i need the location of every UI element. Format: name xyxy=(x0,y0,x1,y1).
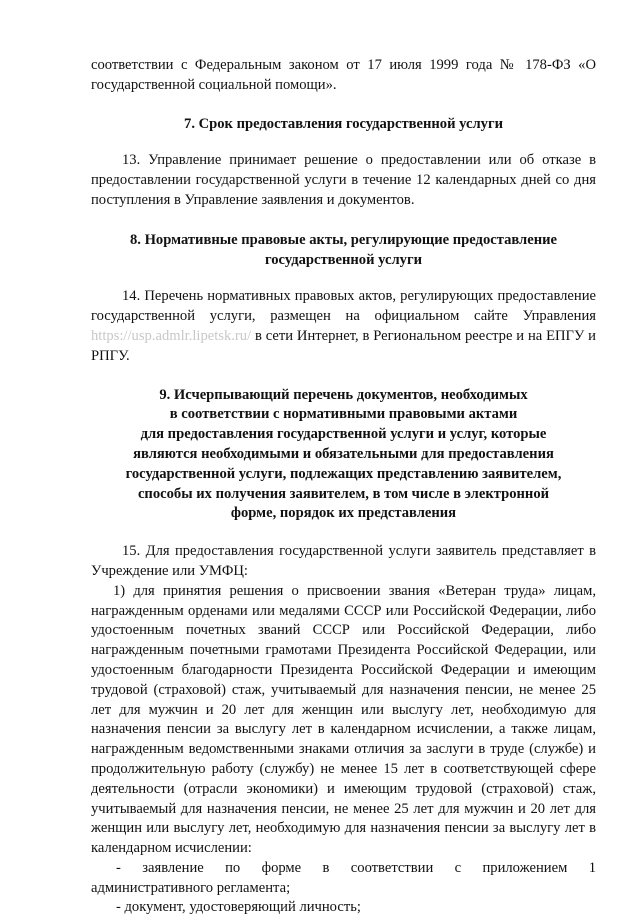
section-9-heading-line: 9. Исчерпывающий перечень документов, необходимых xyxy=(159,386,528,403)
website-link[interactable]: https://usp.admlr.lipetsk.ru/ xyxy=(91,327,252,344)
section-9-heading xyxy=(91,386,596,525)
section-9-heading-line: способы их получения заявителем, в том числе в электронной xyxy=(137,485,550,502)
section-7-heading: 7. Срок предоставления государственной услуги xyxy=(184,115,503,132)
intro-paragraph: соответствии с Федеральным законом от 17 июля 1999 года № 178-ФЗ «О государственной социальной помощи». xyxy=(91,57,596,93)
section-8-heading: 8. Нормативные правовые акты, регулирующие предоставление государственной услуги xyxy=(129,231,558,268)
dash-item-application-line-1: - заявление по форме в соответствии с приложением 1 xyxy=(116,859,596,876)
paragraph-14-text-before: 14. Перечень нормативных правовых актов, регулирующих предоставление государственной услуги, размещен на официальном сайте Управления xyxy=(91,288,596,325)
paragraph-14 xyxy=(91,287,596,366)
section-9-heading-line: являются необходимыми и обязательными для предоставления xyxy=(133,445,554,462)
dash-item-identity-document: - документ, удостоверяющий личность; xyxy=(116,899,361,916)
paragraph-14-text-after: в сети Интернет, в Региональном реестре и на ЕПГУ и РПГУ. xyxy=(91,327,596,364)
section-9-heading-line: форме, порядок их представления xyxy=(230,505,457,522)
section-9-heading-line: для предоставления государственной услуги и услуг, которые xyxy=(140,426,547,443)
paragraph-15: 15. Для предоставления государственной услуги заявитель представляет в Учреждение или УМФЦ: xyxy=(91,543,596,579)
section-9-heading-line: в соответствии с нормативными правовыми актами xyxy=(169,406,518,423)
dash-item-application-line-2: административного регламента; xyxy=(91,879,291,896)
list-item-1: 1) для принятия решения о присвоении звания «Ветеран труда» лицам, награжденным орденами или медалями СССР или Российской Федерации, либо удостоенным почетных званий СССР или Российской Федерации, либо награжденным почетными грамотами Президента Российской Федерации, или удостоенным благодарности Президента Российской Федерации и имеющим трудовой (страховой) стаж, учитываемый для назначения пенсии, не менее 25 лет для мужчин и 20 лет для женщин или выслугу лет, необходимую для назначения пенсии за выслугу лет в календарном исчислении, а также лицам, награжденным ведомственными знаками отличия за заслуги в труде (службе) и продолжительную работу (службу) не менее 15 лет в соответствующей сфере деятельности (отрасли экономики) и имеющим трудовой (страховой) стаж, учитываемый для назначения пенсии, не менее 25 лет для мужчин и 20 лет для женщин или выслугу лет, необходимую для назначения пенсии за выслугу лет в календарном исчислении: xyxy=(91,582,596,857)
section-9-heading-line: государственной услуги, подлежащих представлению заявителем, xyxy=(125,465,562,482)
paragraph-13: 13. Управление принимает решение о предоставлении или об отказе в предоставлении государственной услуги в течение 12 календарных дней со дня поступления в Управление заявления и документов. xyxy=(91,152,596,208)
document-page xyxy=(91,56,596,918)
